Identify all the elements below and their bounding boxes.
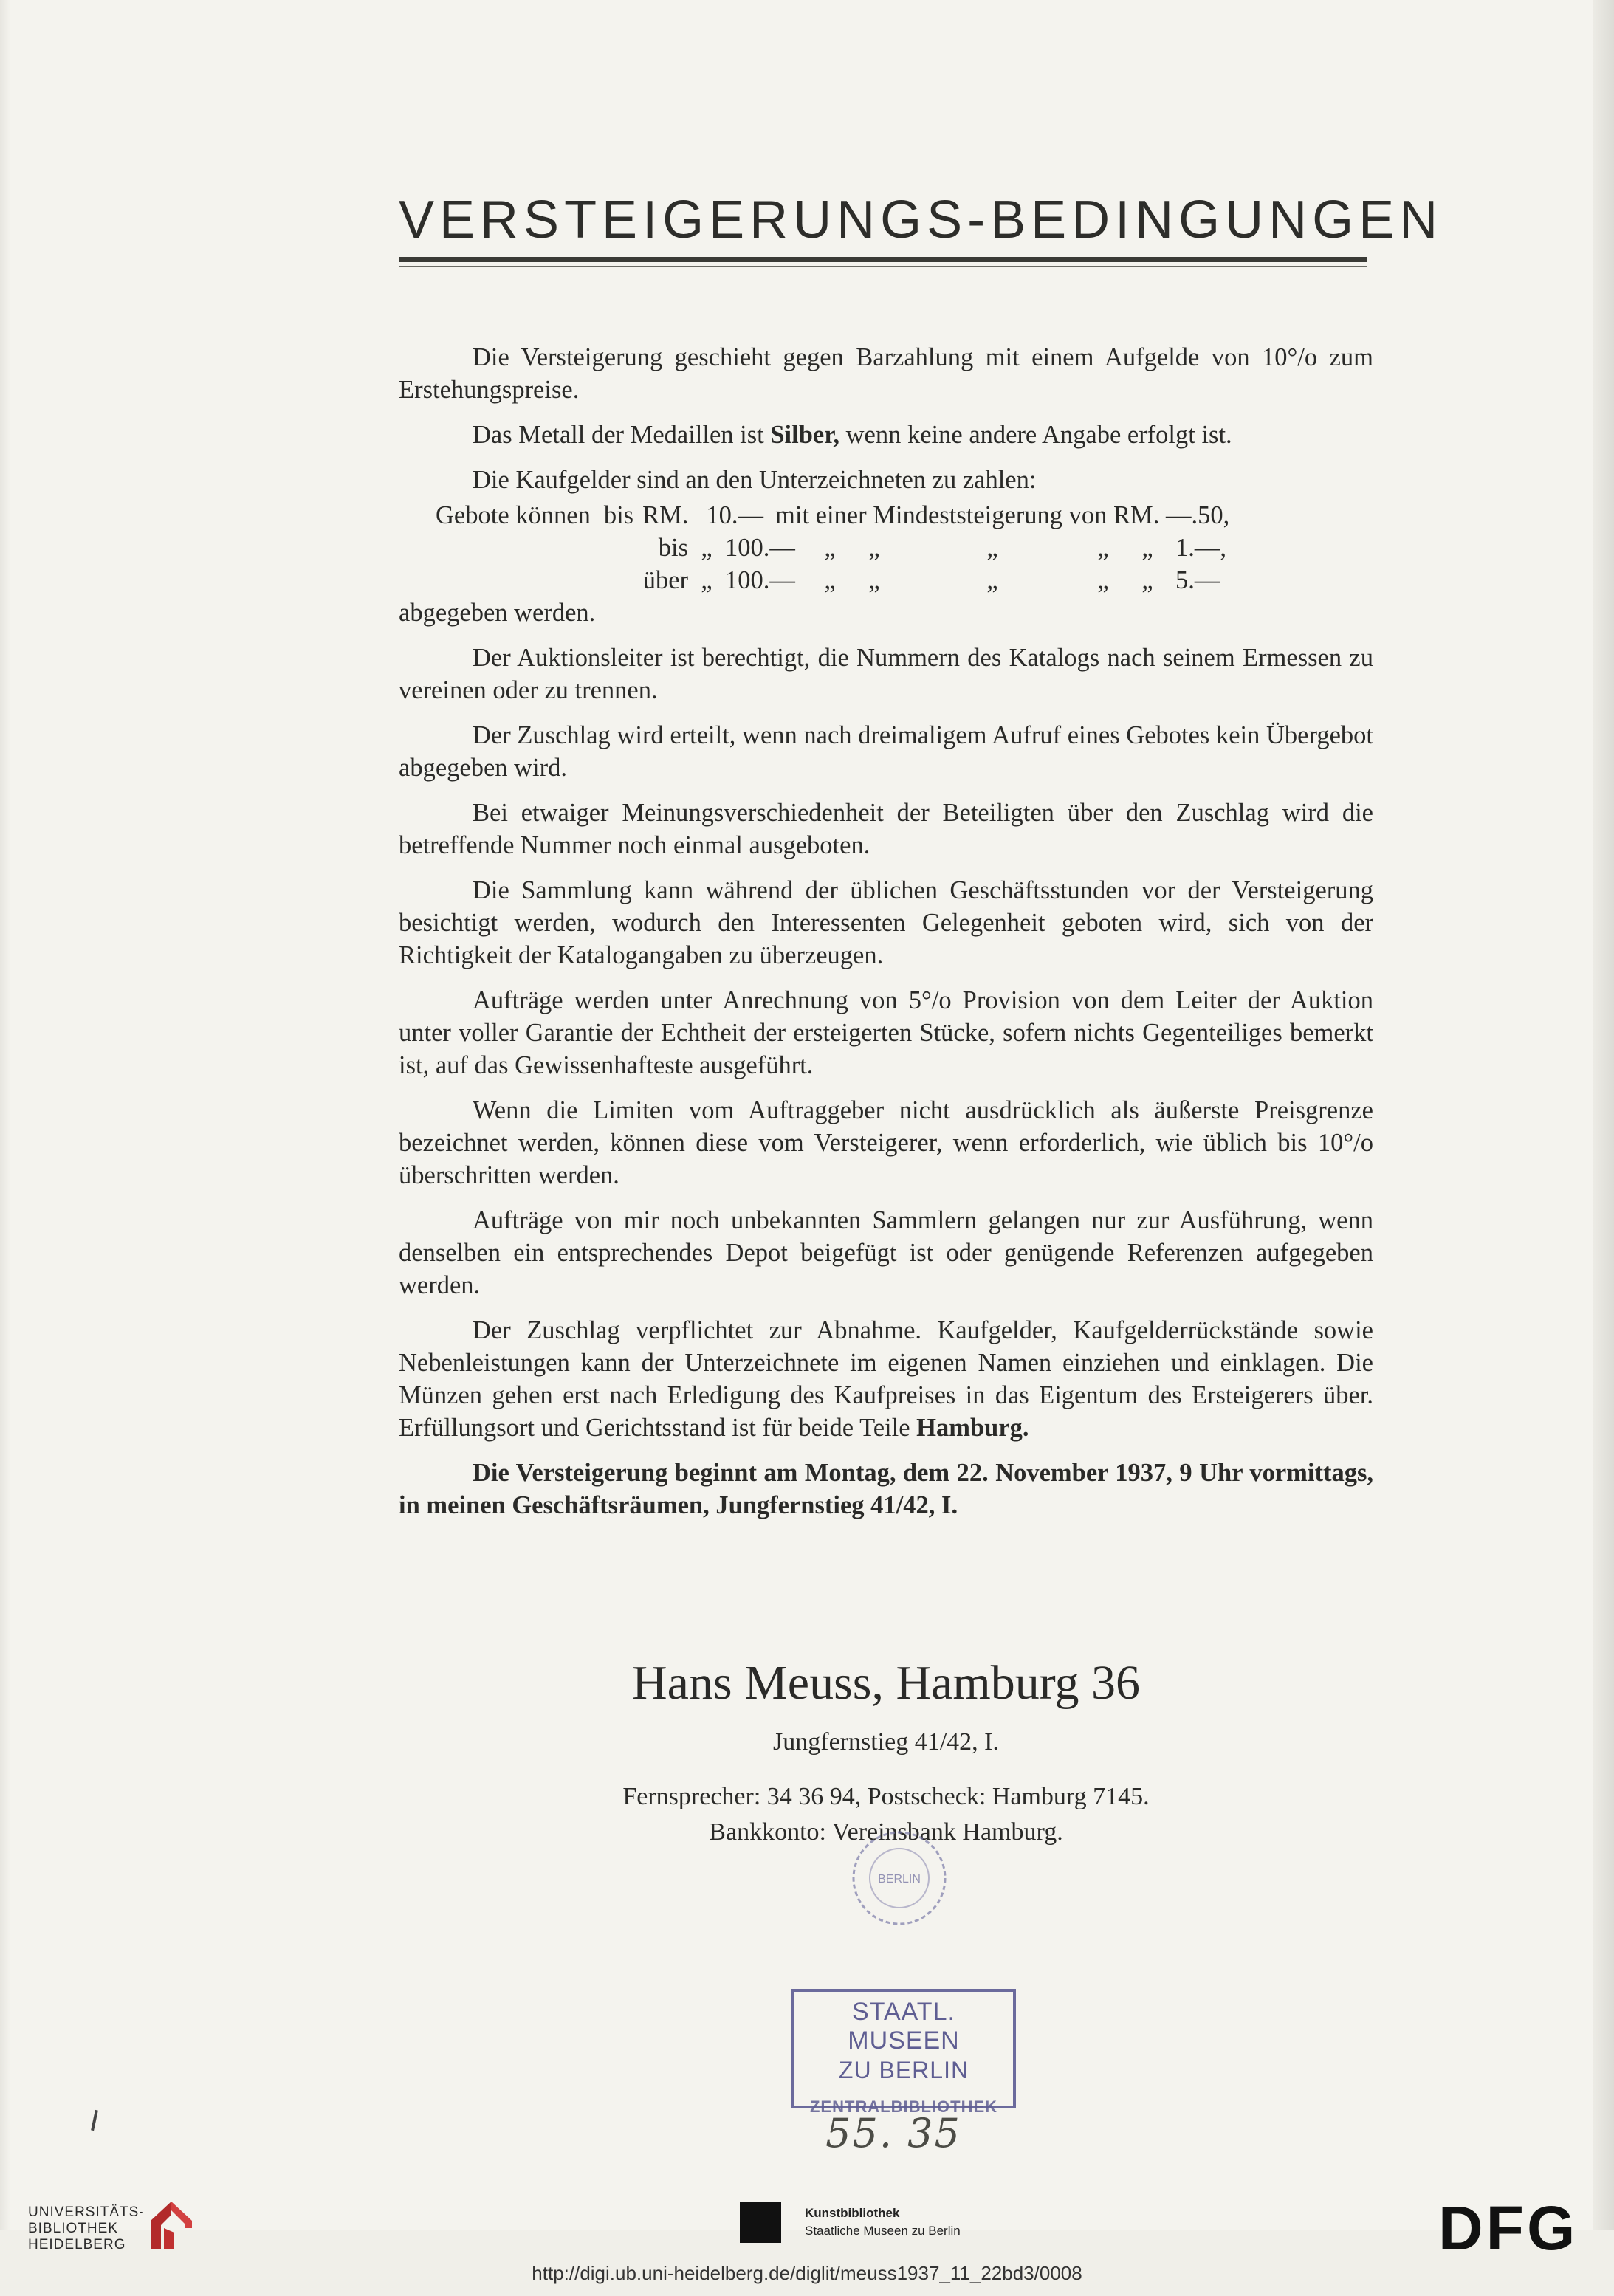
bid-row: über „ 100.— „ „ „ „ „ 5.— xyxy=(642,566,1220,594)
auctioneer-phone: Fernsprecher: 34 36 94, Postscheck: Hamburg 7145. xyxy=(622,1783,1150,1810)
title-rule-thin xyxy=(399,266,1367,267)
heidelberg-library-logo[interactable]: UNIVERSITÄTS- BIBLIOTHEK HEIDELBERG xyxy=(28,2204,145,2252)
paragraph-auftraege: Aufträge werden unter Anrechnung von 5°/o Provision von dem Leiter der Auktion unter voller Garantie der Echtheit der ersteigerten Stücke, sofern nichts Gegenteiliges bemerkt ist, auf das Gewissenhafteste ausgeführt. xyxy=(399,986,1373,1079)
stamp-line: ZENTRALBIBLIOTHEK xyxy=(809,2097,998,2116)
handwritten-shelfmark: 55. 35 xyxy=(825,2110,961,2156)
auctioneer-bank: Bankkonto: Vereinsbank Hamburg. xyxy=(709,1818,1063,1846)
library-stamp xyxy=(791,1989,1016,2116)
title-rule xyxy=(399,257,1367,262)
paragraph-unbekannte-sammler: Aufträge von mir noch unbekannten Sammlern gelangen nur zur Ausführung, wenn denselben ein entsprechendes Depot beigefügt ist oder genügende Referenzen aufgegeben werden. xyxy=(399,1206,1373,1299)
dfg-logo[interactable]: DFG xyxy=(1438,2193,1579,2263)
conditions-body xyxy=(399,341,1373,1534)
margin-mark xyxy=(91,2110,98,2131)
paragraph-payment: Die Versteigerung geschieht gegen Barzahlung mit einem Aufgelde von 10°/o zum Erstehungspreise. xyxy=(399,343,1373,404)
bid-row: bis „ 100.— „ „ „ „ „ 1.—, xyxy=(658,534,1226,562)
bid-increment-table xyxy=(399,499,1373,597)
stamp-line: STAATL. MUSEEN xyxy=(848,1998,960,2055)
kunstbibliothek-logo-icon[interactable] xyxy=(740,2202,781,2243)
paragraph-metal: Das Metall der Medaillen ist Silber, wenn keine andere Angabe erfolgt ist. xyxy=(473,421,1232,449)
bid-table-tail: abgegeben werden. xyxy=(399,599,596,627)
permalink-url[interactable]: http://digi.ub.uni-heidelberg.de/diglit/meuss1937_11_22bd3/0008 xyxy=(532,2262,1082,2284)
scan-edge-left xyxy=(0,0,10,2230)
auctioneer-street: Jungfernstieg 41/42, I. xyxy=(773,1728,999,1756)
paragraph-meinungsverschiedenheit: Bei etwaiger Meinungsverschiedenheit der Beteiligten über den Zuschlag wird die betreffende Nummer noch einmal ausgeboten. xyxy=(399,799,1373,859)
paragraph-abnahme: Der Zuschlag verpflichtet zur Abnahme. Kaufgelder, Kaufgelderrückstände sowie Nebenleistungen kann der Unterzeichnete im eigenen Namen einziehen und einklagen. Die Münzen gehen erst nach Erledigung des Kaufpreises in das Eigentum des Ersteigerers über. Erfüllungsort und Gerichtsstand ist für beide Teile Hamburg. xyxy=(399,1316,1373,1442)
paragraph-besichtigung: Die Sammlung kann während der üblichen Geschäftsstunden vor der Versteigerung besichtigt werden, wodurch den Interessenten Gelegenheit geboten wird, sich von der Richtigkeit der Katalogangaben zu überzeugen. xyxy=(399,876,1373,969)
stamp-line: ZU BERLIN xyxy=(838,2057,969,2083)
paragraph-kaufgelder: Die Kaufgelder sind an den Unterzeichneten zu zahlen: xyxy=(473,466,1037,494)
page-title: VERSTEIGERUNGS-BEDINGUNGEN xyxy=(399,190,1443,250)
kunstbibliothek-label: Kunstbibliothek Staatliche Museen zu Berlin xyxy=(805,2206,961,2238)
svg-text:BERLIN: BERLIN xyxy=(878,1873,921,1886)
scan-edge-right xyxy=(1593,0,1614,2230)
paragraph-limiten: Wenn die Limiten vom Auftraggeber nicht ausdrücklich als äußerste Preisgrenze bezeichnet werden, können diese vom Versteigerer, wenn erforderlich, wie üblich bis 10°/o überschritten werden. xyxy=(399,1096,1373,1189)
round-stamp-seal xyxy=(848,1826,951,1930)
paragraph-termin: Die Versteigerung beginnt am Montag, dem 22. November 1937, 9 Uhr vormittags, in meinen Geschäftsräumen, Jungfernstieg 41/42, I. xyxy=(399,1459,1373,1519)
auctioneer-name: Hans Meuss, Hamburg 36 xyxy=(631,1656,1141,1710)
heidelberg-logo-icon xyxy=(142,2199,201,2252)
paragraph-zuschlag: Der Zuschlag wird erteilt, wenn nach dreimaligem Aufruf eines Gebotes kein Übergebot abgegeben wird. xyxy=(399,721,1373,782)
bid-row: Gebote können bis RM. 10.— mit einer Mindeststeigerung von RM. —.50, xyxy=(436,501,1230,529)
paragraph-auktionsleiter: Der Auktionsleiter ist berechtigt, die Nummern des Katalogs nach seinem Ermessen zu vereinen oder zu trennen. xyxy=(399,644,1373,704)
